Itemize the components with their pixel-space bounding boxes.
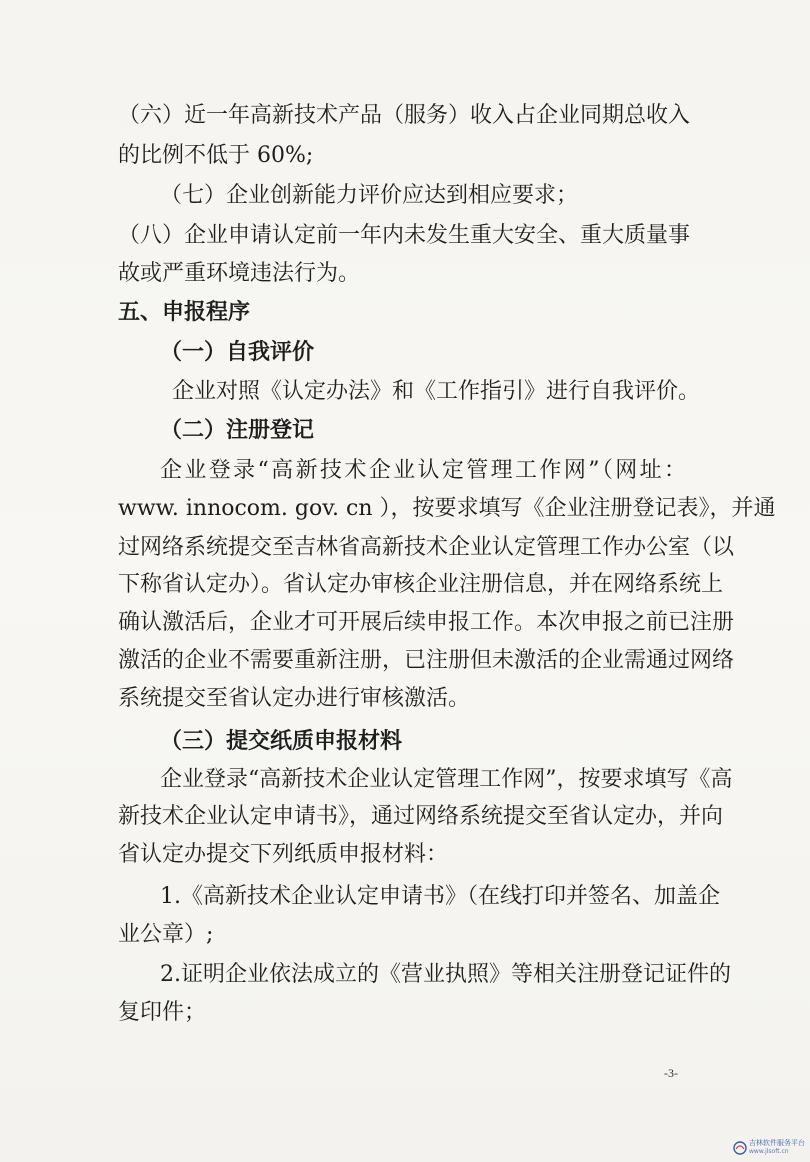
material-item-1-line-2: 业公章）;	[118, 922, 214, 947]
paragraph-6-line-1: （六）近一年高新技术产品（服务）收入占企业同期总收入	[118, 103, 691, 128]
page-number: -3-	[664, 1066, 678, 1080]
watermark	[733, 1139, 807, 1159]
registration-line-2: www. innocom. gov. cn ），按要求填写《企业注册登记表》，并通	[118, 496, 776, 521]
paragraph-7: （七）企业创新能力评价应达到相应要求；	[160, 183, 579, 208]
circle-logo-icon	[733, 1141, 747, 1155]
registration-line-6: 激活的企业不需要重新注册，已注册但未激活的企业需通过网络	[118, 648, 735, 673]
submit-line-3: 省认定办提交下列纸质申报材料：	[118, 842, 449, 867]
watermark-name: 吉林软件服务平台	[749, 1139, 805, 1147]
paragraph-6-line-2: 的比例不低于 60%;	[118, 143, 314, 168]
subheading-registration: （二）注册登记	[160, 418, 315, 443]
paragraph-8-line-1: （八）企业申请认定前一年内未发生重大安全、重大质量事	[118, 223, 691, 248]
watermark-url: www.jlsoft.cn	[749, 1148, 789, 1155]
material-item-2-line-2: 复印件；	[118, 1000, 207, 1025]
material-item-1-line-1: 1.《高新技术企业认定申请书》（在线打印并签名、加盖企	[160, 884, 720, 909]
registration-line-3: 过网络系统提交至吉林省高新技术企业认定管理工作办公室（以	[118, 535, 735, 560]
subheading-submit-paper-materials: （三）提交纸质申报材料	[160, 729, 403, 754]
material-item-2-line-1: 2.证明企业依法成立的《营业执照》等相关注册登记证件的	[160, 962, 731, 987]
registration-line-7: 系统提交至省认定办进行审核激活。	[118, 686, 471, 711]
self-evaluation-text: 企业对照《认定办法》和《工作指引》进行自我评价。	[172, 379, 701, 404]
section-heading-application-procedure: 五、申报程序	[118, 300, 251, 325]
registration-line-5: 确认激活后，企业才可开展后续申报工作。本次申报之前已注册	[118, 610, 735, 635]
subheading-self-evaluation: （一）自我评价	[160, 340, 315, 365]
registration-line-1: 企业登录“高新技术企业认定管理工作网”（网址：	[160, 458, 686, 483]
submit-line-1: 企业登录“高新技术企业认定管理工作网”，按要求填写《高	[160, 767, 733, 792]
paragraph-8-line-2: 故或严重环境违法行为。	[118, 261, 361, 286]
registration-line-4: 下称省认定办）。省认定办审核企业注册信息，并在网络系统上	[118, 572, 724, 597]
submit-line-2: 新技术企业认定申请书》，通过网络系统提交至省认定办，并向	[118, 804, 724, 829]
